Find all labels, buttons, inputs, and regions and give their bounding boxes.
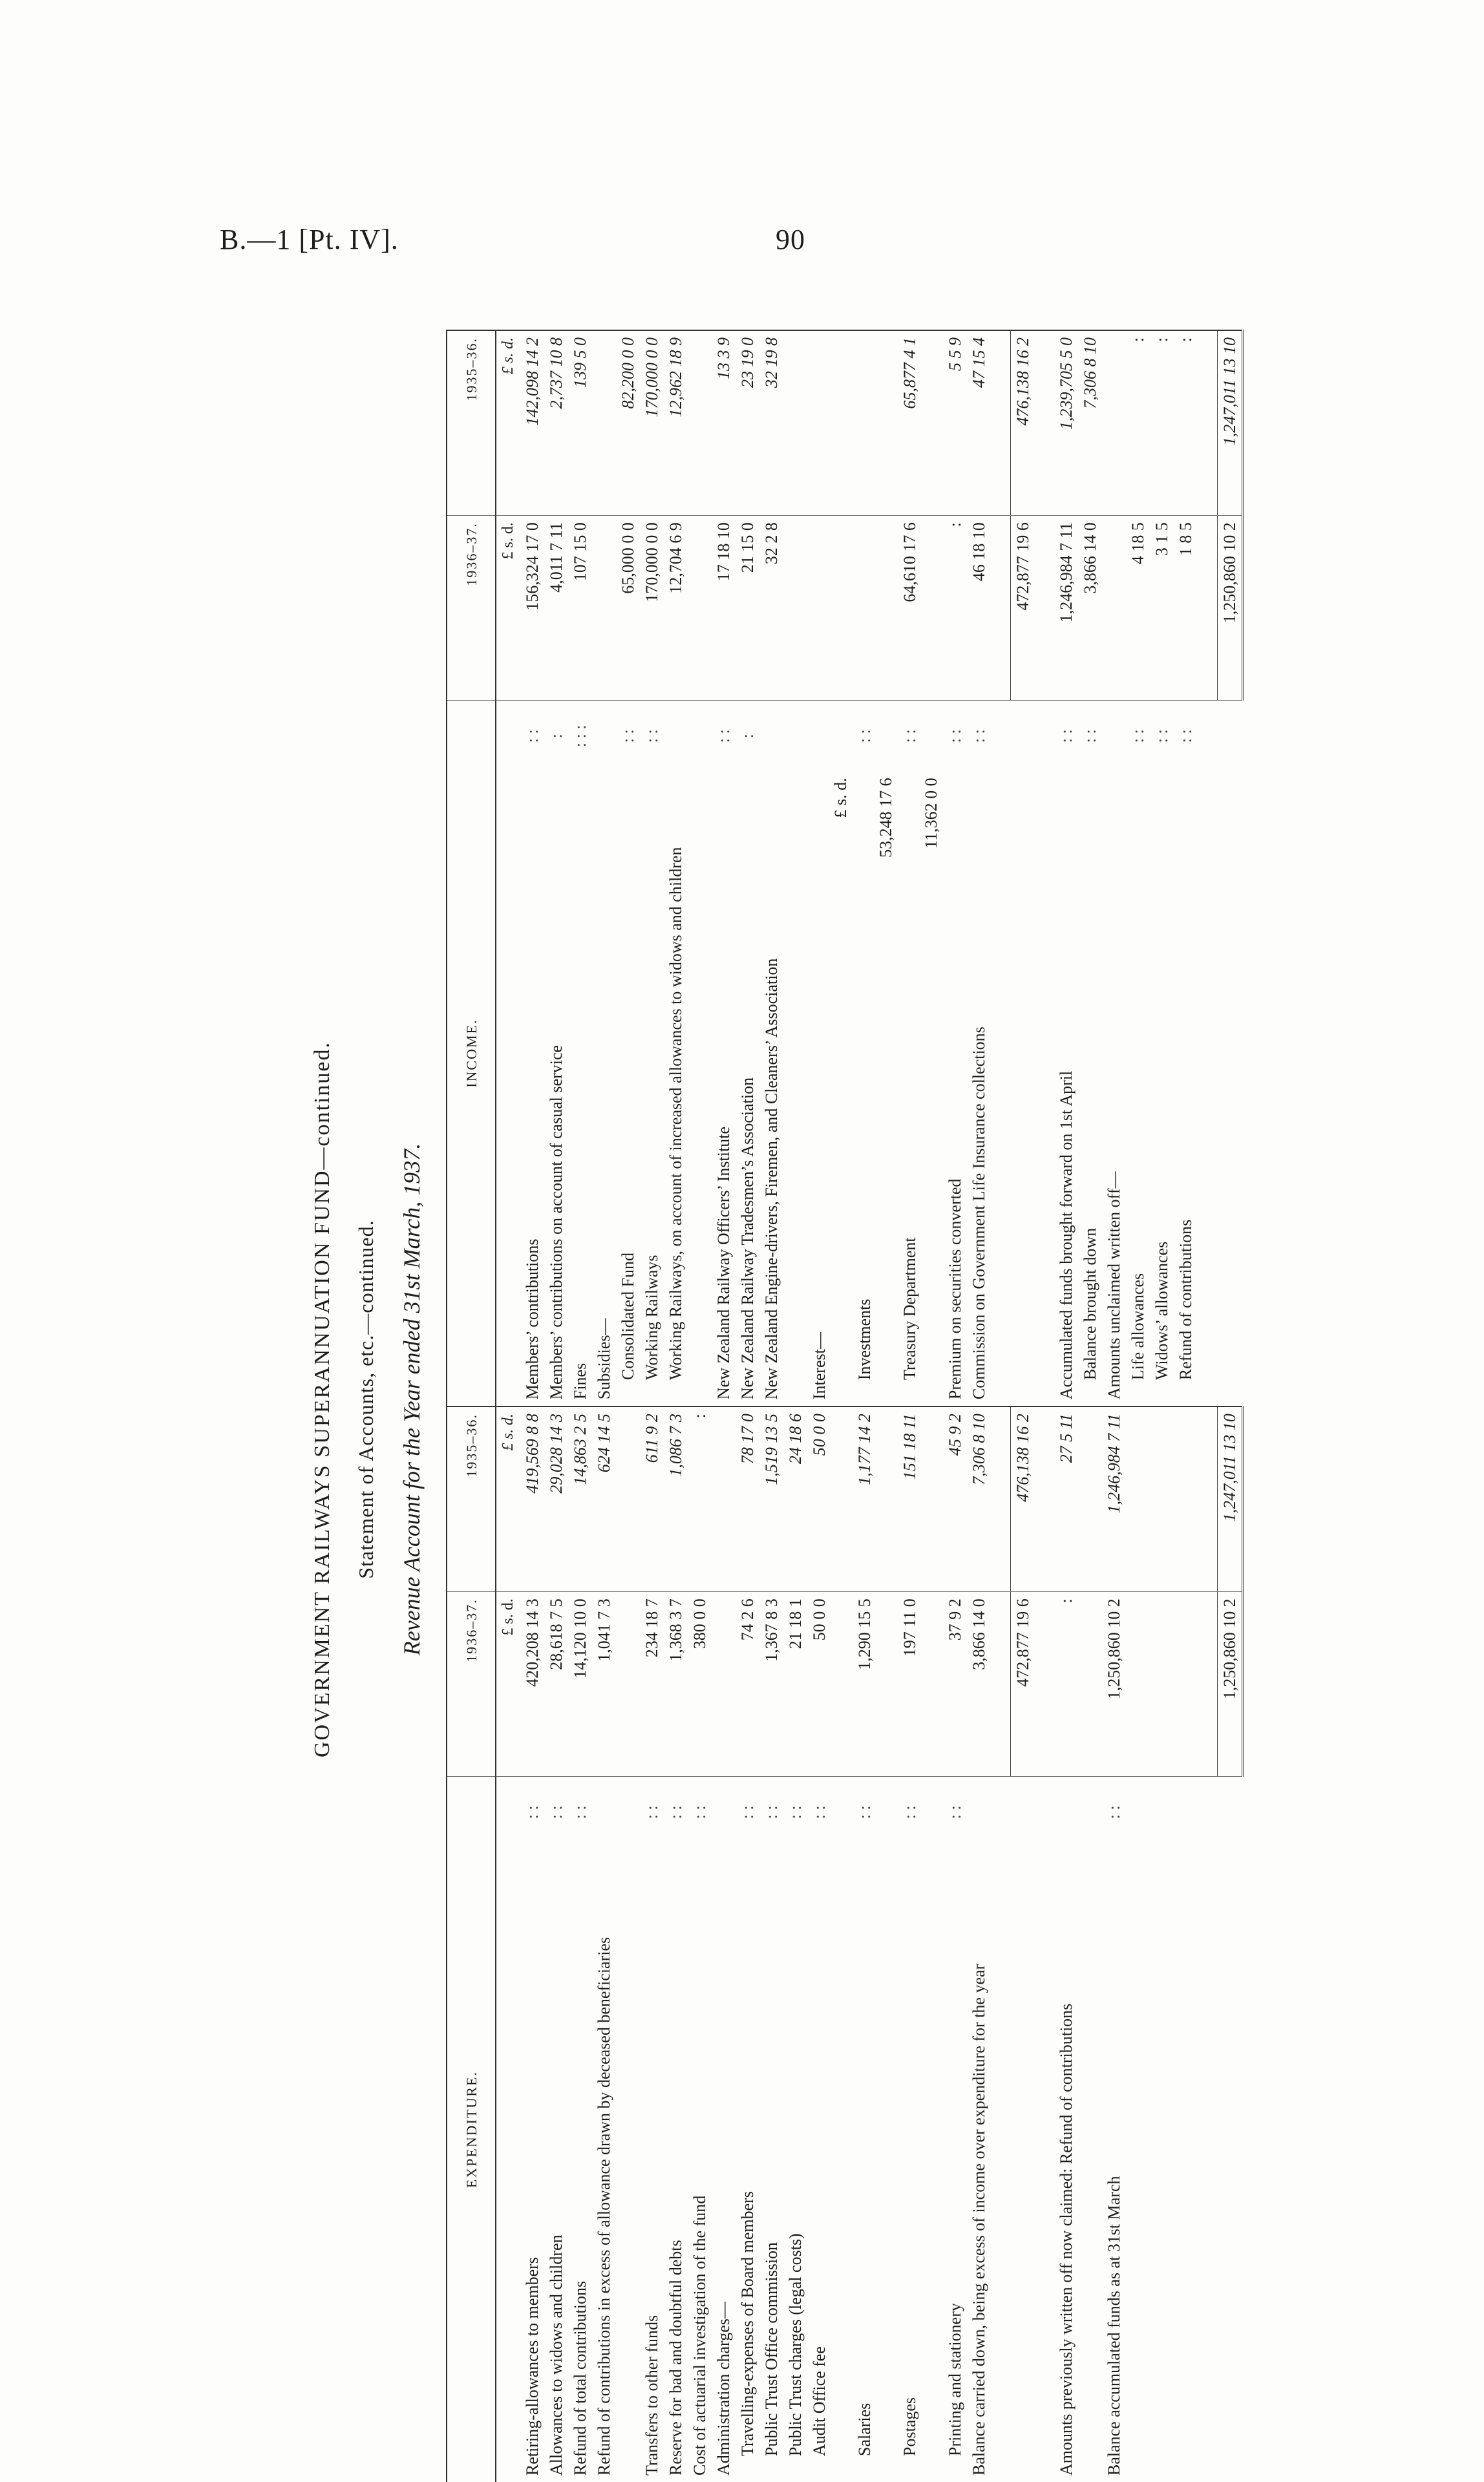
amount: 24 18 6	[786, 1414, 805, 1465]
table-row: Public Trust Office commission : : 1,367 8 3 1,519 13 5 New Zealand Engine-drivers, Firemen, and Cleaners’ Association 32 2 8 32 19 8	[759, 330, 783, 2482]
titles	[310, 317, 430, 2482]
inc-label: Balance brought down	[1078, 771, 1102, 1406]
amount: 1,368 3 7	[664, 1592, 688, 1777]
exp-year2-header: 1935–36.	[447, 1406, 496, 1592]
amount: 156,324 17 0	[520, 516, 544, 701]
table-row: Balance brought down : : 3,866 14 0 7,306 8 10	[1078, 330, 1102, 2482]
exp-label: Administration charges—	[714, 2302, 733, 2476]
inc-label: Life allowances	[1126, 771, 1150, 1406]
subtotal: 472,877 19 6	[1011, 516, 1035, 701]
table-row: Salaries : : 1,290 15 5 1,177 14 2 Investments 53,248 17 6 : :	[853, 330, 898, 2482]
exp-label: Refund of contributions in excess of allowance drawn by deceased beneficiaries	[595, 1936, 613, 2476]
inc-label: Members’ contributions	[520, 771, 544, 1406]
amount: 1,290 15 5	[853, 1592, 898, 1777]
table-row: Transfers to other funds : : 234 18 7 611 9 2 Working Railways : : 170,000 0 0 170,000 0 0	[640, 330, 664, 2482]
inc-label: Working Railways, on account of increased allowances to widows and children	[666, 847, 685, 1381]
revenue-account-table	[446, 330, 1244, 2482]
sub-amount: 11,362 0 0	[922, 778, 940, 849]
table-row: Travelling-expenses of Board members : : 74 2 6 78 17 0 New Zealand Railway Tradesmen’s Association : 21 15 0 23 19 0	[736, 330, 759, 2482]
inc-label: Premium on securities converted	[943, 771, 967, 1406]
amount: 4 18 5	[1126, 516, 1150, 701]
inc-label: Consolidated Fund	[616, 771, 640, 1406]
inc-label: Investments	[855, 1299, 874, 1381]
amount: 28,618 7 5	[544, 1592, 568, 1777]
amount: 7,306 8 10	[970, 1414, 988, 1485]
subtotal-row	[1011, 330, 1035, 2482]
grand-total: 1,250,860 10 2	[1218, 1592, 1243, 1777]
exp-year1-header: 1936–37.	[447, 1592, 496, 1777]
subtotal: 472,877 19 6	[1011, 1592, 1035, 1777]
page-reference: B.—1 [Pt. IV].	[220, 224, 399, 255]
currency-row	[496, 330, 520, 2482]
amount: 45 9 2	[946, 1414, 964, 1456]
exp-label: Transfers to other funds	[642, 2315, 661, 2476]
inc-label: Accumulated funds brought forward on 1st April	[1054, 771, 1078, 1406]
amount: 197 11 0	[898, 1592, 943, 1777]
income-header: INCOME.	[447, 701, 496, 1406]
amount: 17 18 10	[712, 516, 736, 701]
amount: 32 2 8	[759, 516, 807, 701]
amount: 21 18 1	[783, 1592, 807, 1777]
amount: 14,863 2 5	[571, 1414, 589, 1485]
exp-label: Printing and stationery	[946, 2303, 964, 2456]
amount: 2,737 10 8	[547, 337, 566, 409]
amount: 1,239,705 5 0	[1057, 337, 1076, 430]
sub-amount: 53,248 17 6	[876, 778, 895, 858]
table-row	[592, 330, 616, 2482]
amount: 107 15 0	[568, 516, 592, 701]
grand-total: 1,250,860 10 2	[1218, 516, 1243, 701]
amount: 82,200 0 0	[619, 337, 637, 409]
table-row: Life allowances : : 4 18 5 :	[1126, 330, 1150, 2482]
amount: 74 2 6	[736, 1592, 759, 1777]
exp-label: Salaries	[855, 2402, 874, 2456]
amount: 12,704 6 9	[664, 516, 712, 701]
subtotal: 476,138 16 2	[1013, 337, 1032, 426]
inc-label: Members’ contributions on account of casual service	[544, 771, 568, 1406]
exp-label: Allowances to widows and children	[547, 2234, 566, 2476]
exp-label: Balance accumulated funds as at 31st March	[1105, 2176, 1123, 2476]
currency-label: £ s. d.	[831, 778, 850, 818]
exp-label: Refund of total contributions	[571, 2280, 589, 2476]
amount: 23 19 0	[738, 337, 757, 388]
page-number: 90	[776, 224, 805, 255]
inc-year2-header: 1935–36.	[447, 330, 496, 516]
table-row: Retiring-allowances to members : : 420,208 14 3 419,569 8 8 Members’ contributions : : 156,324 17 0 142,098 14 2	[520, 330, 544, 2482]
amount: 234 18 7	[640, 1592, 664, 1777]
exp-label: Retiring-allowances to members	[523, 2257, 542, 2476]
amount: 4,011 7 11	[544, 516, 568, 701]
exp-label: Reserve for bad and doubtful debts	[666, 2240, 685, 2476]
amount: 419,569 8 8	[523, 1414, 542, 1494]
amount: 5 5 9	[946, 337, 964, 371]
spacer-row	[1035, 330, 1054, 2482]
statement-title: Statement of Accounts, etc.—continued.	[354, 1220, 377, 1579]
amount: 12,962 18 9	[666, 337, 685, 418]
exp-label: Postages	[900, 2397, 919, 2456]
amount: 3,866 14 0	[967, 1592, 991, 1777]
amount: 3,866 14 0	[1078, 516, 1102, 701]
total-row	[1218, 330, 1243, 2482]
table-row: Public Trust charges (legal costs) : : 21 18 1 24 18 6	[783, 330, 807, 2482]
amount: 624 14 5	[595, 1414, 613, 1473]
inc-label: New Zealand Engine-drivers, Firemen, and Cleaners’ Association	[762, 958, 781, 1400]
spacer-row	[1198, 330, 1218, 2482]
amount: 47 15 4	[970, 337, 988, 388]
amount: 380 0 0	[688, 1592, 712, 1777]
exp-label: Balance carried down, being excess of income over expenditure for the year	[970, 1964, 988, 2476]
amount: 1,246,984 7 11	[1054, 516, 1078, 701]
amount: 420,208 14 3	[520, 1592, 544, 1777]
amount: 13 3 9	[714, 337, 733, 379]
amount: 3 1 5	[1150, 516, 1174, 701]
exp-label: Amounts previously written off now claimed: Refund of contributions	[1057, 2003, 1076, 2476]
table-row: Cost of actuarial investigation of the fund : : 380 0 0 :	[688, 330, 712, 2482]
amount: 170,000 0 0	[640, 516, 664, 701]
amount: 1,519 13 5	[762, 1414, 781, 1485]
amount: 21 15 0	[736, 516, 759, 701]
amount: 151 18 11	[900, 1414, 919, 1480]
inc-label: Refund of contributions	[1174, 771, 1198, 1406]
table-row: Postages : : 197 11 0 151 18 11 Treasury Department 11,362 0 0 : : 64,610 17 6 65,877 4 1	[898, 330, 943, 2482]
amount: 78 17 0	[738, 1414, 757, 1465]
amount: 32 19 8	[762, 337, 781, 388]
amount: 65,877 4 1	[900, 337, 919, 409]
exp-label: Travelling-expenses of Board members	[738, 2191, 757, 2456]
subtotal: 476,138 16 2	[1013, 1414, 1032, 1502]
amount: 170,000 0 0	[642, 337, 661, 418]
amount: 27 5 11	[1057, 1414, 1076, 1463]
amount: 142,098 14 2	[523, 337, 542, 426]
inc-label: Working Railways	[640, 771, 664, 1406]
amount: 1 8 5	[1174, 516, 1198, 701]
amount: 1,086 7 3	[666, 1414, 685, 1477]
amount: 46 18 10	[967, 516, 991, 701]
inc-year1-header: 1936–37.	[447, 516, 496, 701]
column-header-row	[447, 330, 496, 2482]
amount: 1,250,860 10 2	[1102, 1592, 1126, 1777]
currency-label: £ s. d.	[500, 1414, 516, 1451]
table-row: Refund of total contributions : : 14,120 10 0 14,863 2 5 Fines : : : 107 15 0 139 5 0	[568, 330, 592, 2482]
exp-label: Audit Office fee	[810, 2346, 829, 2456]
amount: 1,177 14 2	[855, 1414, 874, 1485]
currency-label: £ s. d.	[496, 516, 520, 701]
account-title: Revenue Account for the Year ended 31st March, 1937.	[399, 1143, 425, 1656]
spacer-row	[991, 330, 1011, 2482]
inc-label: Treasury Department	[900, 1237, 919, 1381]
exp-label: Public Trust Office commission	[762, 2242, 781, 2456]
inc-label: Amounts unclaimed written off—	[1102, 771, 1126, 1406]
inc-label: Commission on Government Life Insurance collections	[967, 771, 991, 1406]
grand-total: 1,247,011 13 10	[1220, 337, 1239, 446]
amount: 1,246,984 7 11	[1105, 1414, 1123, 1514]
table-row: Balance carried down, being excess of income over expenditure for the year 3,866 14 0 7,306 8 10 Commission on Government Life Insurance collections : : 46 18 10 47 15 4	[967, 330, 991, 2482]
table-row: Amounts previously written off now claimed: Refund of contributions : 27 5 11 Accumulated funds brought forward on 1st April : : 1,246,984 7 11 1,239,705 5 0	[1054, 330, 1078, 2482]
inc-label: Subsidies—	[592, 771, 616, 1406]
fund-title: GOVERNMENT RAILWAYS SUPERANNUATION FUND—continued.	[310, 1041, 334, 1758]
table-row: Allowances to widows and children : : 28,618 7 5 29,028 14 3 Members’ contributions on account of casual service : 4,011 7 11 2,737 10 8	[544, 330, 568, 2482]
table-row: Audit Office fee : : 50 0 0 50 0 0 Interest— £ s. d.	[807, 330, 853, 2482]
amount: 50 0 0	[807, 1592, 853, 1777]
currency-label: £ s. d.	[496, 1592, 520, 1777]
rotated-account	[284, 317, 1239, 2482]
inc-label: Interest—	[810, 1332, 829, 1400]
amount: 14,120 10 0	[568, 1592, 592, 1777]
amount: 7,306 8 10	[1081, 337, 1099, 409]
table-row: Widows’ allowances : : 3 1 5 :	[1150, 330, 1174, 2482]
amount: 37 9 2	[943, 1592, 967, 1777]
amount: 1,367 8 3	[759, 1592, 783, 1777]
currency-label: £ s. d.	[500, 337, 516, 375]
table-row: Reserve for bad and doubtful debts : : 1,368 3 7 1,086 7 3 Working Railways, on account of increased allowances to widows and children 12,704 6 9 12,962 18 9	[664, 330, 688, 2482]
amount: 29,028 14 3	[547, 1414, 566, 1494]
amount: 65,000 0 0	[616, 516, 640, 701]
amount: 139 5 0	[571, 337, 589, 388]
exp-label: Cost of actuarial investigation of the fund	[690, 2195, 709, 2476]
inc-label: New Zealand Railway Officers’ Institute	[712, 771, 736, 1406]
inc-label: New Zealand Railway Tradesmen’s Association	[736, 771, 759, 1406]
expenditure-header: EXPENDITURE.	[447, 1777, 496, 2482]
table-row: Balance accumulated funds as at 31st March : : 1,250,860 10 2 1,246,984 7 11 Amounts unclaimed written off—	[1102, 330, 1126, 2482]
table-row: Refund of contributions : : 1 8 5 :	[1174, 330, 1198, 2482]
amount: 1,041 7 3	[592, 1592, 640, 1777]
table-row: Printing and stationery : : 37 9 2 45 9 2 Premium on securities converted : : : 5 5 9	[943, 330, 967, 2482]
table-row: Consolidated Fund : : 65,000 0 0 82,200 0 0	[616, 330, 640, 2482]
table-row: Administration charges— New Zealand Railway Officers’ Institute : : 17 18 10 13 3 9	[712, 330, 736, 2482]
exp-label: Public Trust charges (legal costs)	[786, 2233, 805, 2456]
amount: 64,610 17 6	[898, 516, 943, 701]
inc-label: Widows’ allowances	[1150, 771, 1174, 1406]
amount: 611 9 2	[642, 1414, 661, 1463]
grand-total: 1,247,011 13 10	[1220, 1414, 1239, 1522]
amount: 50 0 0	[810, 1414, 829, 1456]
inc-label: Fines	[568, 771, 592, 1406]
